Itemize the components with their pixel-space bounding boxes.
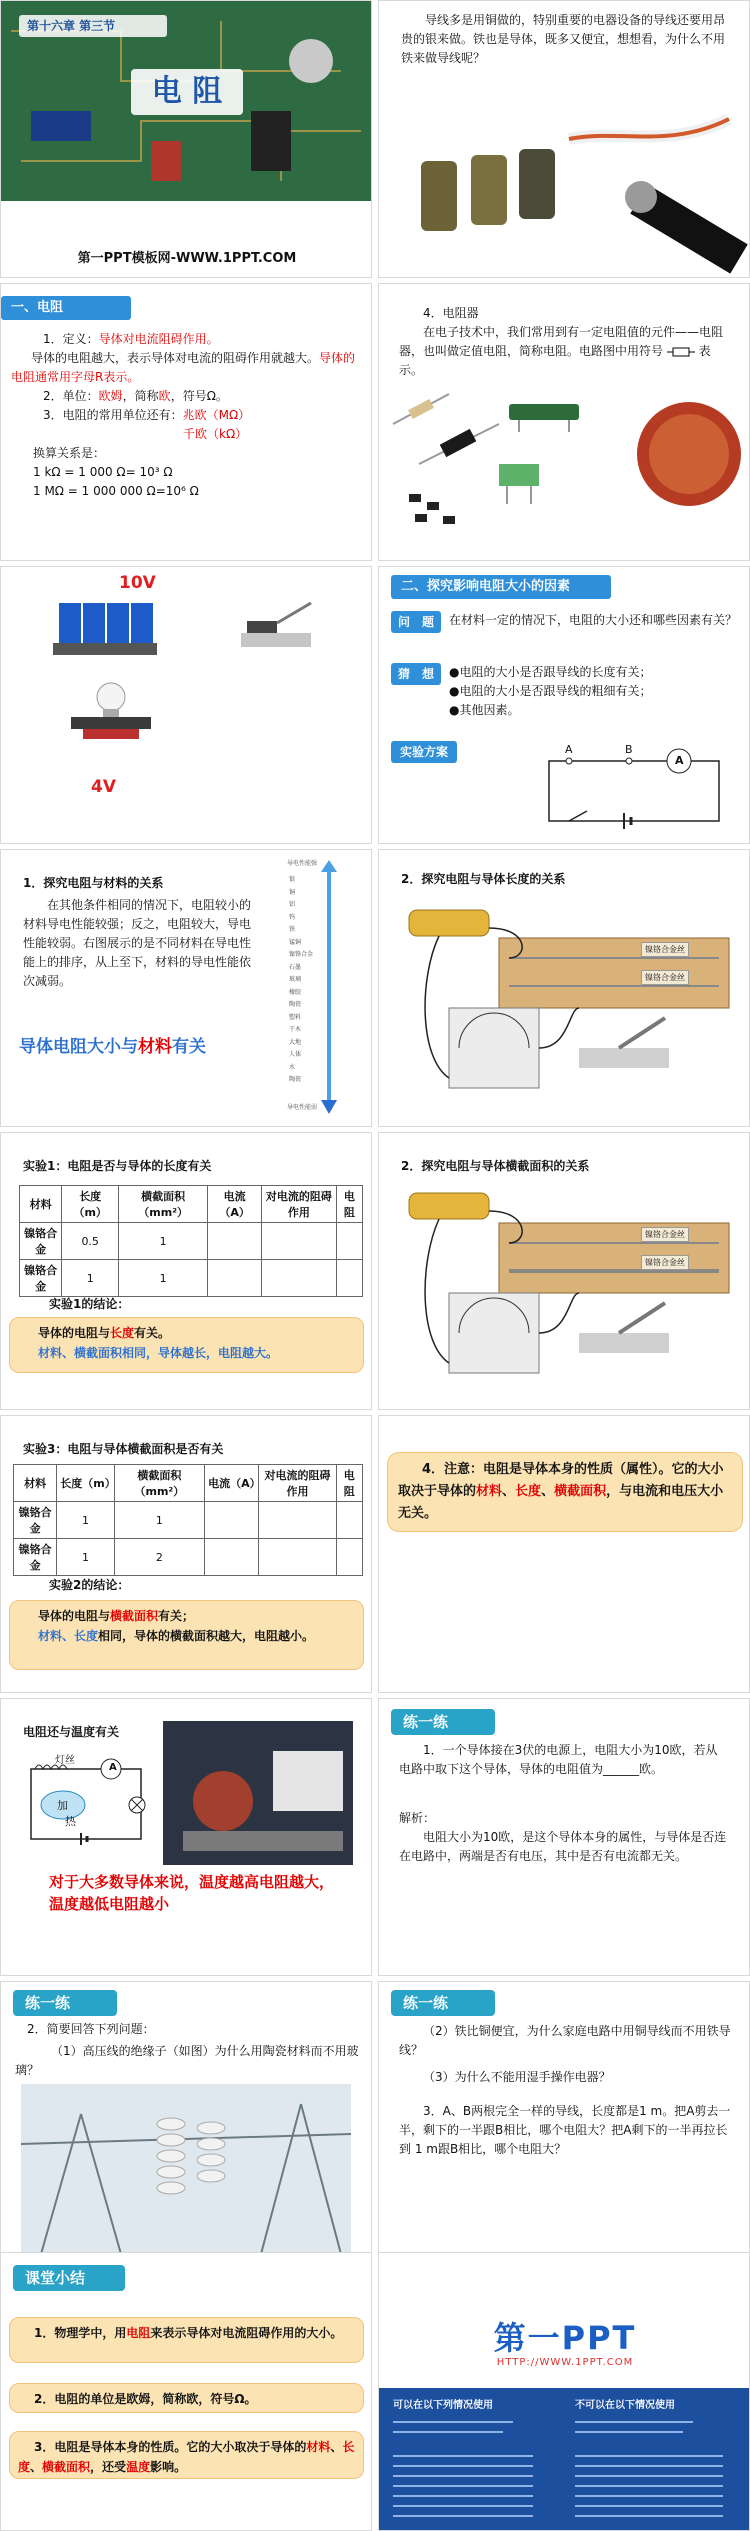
table-cell: [205, 1539, 259, 1576]
conversion-m: 1 MΩ = 1 000 000 Ω=10⁶ Ω: [33, 484, 199, 498]
slide-voltage-compare: [0, 566, 372, 844]
conductivity-arrow-icon: [319, 860, 339, 1120]
temp-conclusion: 对于大多数导体来说，温度越高电阻越大，温度越低电阻越小: [49, 1873, 335, 1913]
summary3-g: ，还受: [90, 2460, 127, 2474]
practice3-q3: 3．A、B两根完全一样的导线，长度都是1 m。把A剪去一半，剩下的一半跟B相比，哪个电阻大？把A剩下的一半再拉长到 1 m跟B相比，哪个电阻大？: [399, 2104, 731, 2156]
section-header-2: 二、探究影响电阻大小的因素: [391, 575, 611, 599]
summary3-h: 温度: [126, 2460, 151, 2474]
note-part1: 4．注意：电阻是导体本身的性质（属性）。它的大小取决于导体的: [398, 1462, 724, 1499]
area-experiment-image: [379, 1183, 750, 1410]
table-cell: 1: [57, 1539, 114, 1576]
material-item: 锰铜: [289, 938, 302, 946]
note-box: [387, 1452, 743, 1532]
resistor-body-end: 表示。: [399, 344, 711, 377]
table-row: [20, 1260, 363, 1297]
practice-badge-1: 练一练: [391, 1709, 495, 1735]
temp-circuit-diagram: [11, 1743, 161, 1853]
exp3-c1b: 横截面积: [110, 1609, 159, 1623]
summary3-i: 影响。: [150, 2460, 187, 2474]
table-cell: [336, 1539, 362, 1576]
brand-logo: 第一PPT: [493, 2319, 637, 2357]
table-cell: 1: [119, 1260, 208, 1297]
table-header-cell: 材料: [20, 1186, 62, 1223]
table-row: [14, 1502, 363, 1539]
temp-ammeter-symbol: A: [109, 1762, 117, 1773]
slide-temperature: [0, 1698, 372, 1976]
unit-name: 欧姆: [98, 389, 123, 403]
summary1-a: 1．物理学中，用: [34, 2326, 127, 2340]
material-item: 镍铬合金: [289, 951, 314, 958]
practice2-subquestion: （1）高压线的绝缘子（如图）为什么用陶瓷材料而不用玻璃？: [15, 2044, 359, 2077]
exp3-conclusion-title: 实验2的结论：: [49, 1578, 130, 1592]
exp1-c2d: 相同，导体越长，电阻越大。: [122, 1346, 279, 1360]
def-explanation: 导体的电阻越大，表示导体对电流的阻碍作用就越大。: [31, 351, 320, 365]
note-sep1: 、: [502, 1484, 516, 1499]
table-header-cell: 长度（m）: [62, 1186, 119, 1223]
heating-photo: [163, 1721, 353, 1865]
table-cell: [259, 1539, 336, 1576]
exp3-c2b: 、: [62, 1629, 75, 1643]
footer-text: 第一PPT模板网-WWW.1PPT.COM: [77, 251, 297, 266]
area-title: 2．探究电阻与导体横截面积的关系: [401, 1159, 590, 1173]
note-sep2: 、: [541, 1484, 555, 1499]
table-header-cell: 横截面积（mm²）: [119, 1186, 208, 1223]
practice1-answer-label: 解析：: [399, 1811, 436, 1825]
exp1-c1b: 长度: [110, 1326, 135, 1340]
material-body: 在其他条件相同的情况下，电阻较小的材料导电性能较强；反之，电阻较大，导电性能较弱。右图展示的是不同材料在导电性能上的排序，从上至下，材料的导电性能依次减弱。: [23, 898, 252, 988]
table-header-row: [14, 1465, 363, 1502]
practice2-question: 2．简要回答下列问题：: [27, 2022, 155, 2036]
material-item: 铜: [289, 888, 296, 896]
resistor-heading: 4．电阻器: [423, 306, 479, 320]
practice3-q1: （2）铁比铜便宜，为什么家庭电路中用铜导线而不用铁导线？: [399, 2024, 731, 2057]
wire-cable-image: [379, 79, 750, 278]
resistor-body: 在电子技术中，我们常用到有一定电阻值的元件——电阻器，也叫做定值电阻，简称电阻。电路图中用符号: [399, 325, 724, 358]
exp1-c2a: 材料: [38, 1346, 63, 1360]
table-cell: 镍铬合金: [14, 1502, 57, 1539]
slide-summary: [0, 2252, 372, 2531]
table-cell: [262, 1260, 337, 1297]
unit-label: 2．单位：: [43, 389, 99, 403]
material-item: 塑料: [289, 1013, 302, 1021]
material-item: 玻璃: [289, 976, 302, 983]
definition-text: [11, 330, 361, 501]
exp1-table: [19, 1185, 363, 1297]
slide-title-text: 电 阻: [131, 69, 243, 115]
heat-label-1: 加: [57, 1799, 68, 1812]
guess-label: 猜 想: [391, 663, 441, 685]
circuit-diagram: [529, 743, 739, 833]
lamp-label: 灯丝: [55, 1755, 75, 1766]
exp3-conclusion-box: [9, 1600, 364, 1670]
slide-material: [0, 849, 372, 1127]
material-item: 大地: [289, 1038, 302, 1046]
def-value: 导体对电流阻碍作用。: [98, 332, 219, 346]
material-item: 银: [289, 876, 296, 883]
material-item: 钨: [289, 913, 296, 921]
exp1-c1c: 有关。: [134, 1326, 171, 1340]
exp3-table: [13, 1464, 363, 1576]
table-cell: [336, 1502, 362, 1539]
exp3-c2d: 相同，导体的横截面积越大，电阻越小。: [98, 1629, 315, 1643]
material-title: 1．探究电阻与材料的关系: [23, 876, 164, 890]
slide-experiment1: [0, 1132, 372, 1410]
table-cell: 2: [114, 1539, 204, 1576]
summary-badge: 课堂小结: [13, 2265, 125, 2291]
exp1-title: 实验1：电阻是否与导体的长度有关: [23, 1159, 212, 1173]
brand-url: HTTP://WWW.1PPT.COM: [496, 2357, 634, 2368]
summary3-a: 3．电阻是导体本身的性质。它的大小取决于导体的: [34, 2440, 307, 2454]
arrow-top-label: 导电性能强: [287, 860, 318, 867]
conclusion-material: 材料: [138, 1037, 172, 1057]
slide-experiment3: [0, 1415, 372, 1693]
slide-resistor: [378, 283, 750, 561]
point-b: B: [625, 743, 633, 756]
exp1-conclusion-box: [9, 1317, 364, 1373]
summary3-e: 、: [30, 2460, 43, 2474]
note-material: 材料: [476, 1484, 503, 1499]
note-length: 长度: [515, 1484, 542, 1499]
guess-list: [449, 663, 747, 720]
footer-link-lines: [393, 2416, 743, 2526]
def-label: 1．定义：: [43, 332, 99, 346]
resistor-components-image: [379, 384, 750, 561]
table-cell: [336, 1223, 362, 1260]
table-header-cell: 对电流的阻碍作用: [259, 1465, 336, 1502]
practice3-q2: （3）为什么不能用湿手操作电器？: [423, 2070, 611, 2084]
material-item: 陶瓷: [289, 1001, 302, 1008]
exp3-c1c: 有关；: [158, 1609, 195, 1623]
summary1-c: 来表示导体对电流阻碍作用的大小。: [150, 2326, 343, 2340]
table-cell: [208, 1260, 262, 1297]
resistor-text: [399, 304, 734, 380]
def-symbol: 导体的电阻通常用字母R表示。: [11, 351, 356, 384]
arrow-bottom-label: 导电性能弱: [287, 1104, 318, 1111]
usage-forbidden-title: 不可以在以下情况使用: [575, 2400, 675, 2411]
section-header: 一、电阻: [1, 296, 131, 320]
table-cell: 1: [62, 1260, 119, 1297]
slide-length: [378, 849, 750, 1127]
summary1-b: 电阻: [126, 2326, 151, 2340]
table-header-cell: 电流（A）: [208, 1186, 262, 1223]
exp1-c2b: 、: [62, 1346, 75, 1360]
practice-badge-3: 练一练: [391, 1990, 495, 2016]
table-cell: [262, 1223, 337, 1260]
unit-mid: ，简称: [122, 389, 159, 403]
conversion-label: 换算关系是：: [33, 446, 106, 460]
table-cell: 1: [57, 1502, 114, 1539]
table-cell: 镍铬合金: [20, 1260, 62, 1297]
length-experiment-image: [379, 898, 750, 1127]
conversion-k: 1 kΩ = 1 000 Ω= 10³ Ω: [33, 465, 173, 479]
material-item: 橡胶: [289, 988, 302, 996]
kilo-ohm: 千欧（kΩ）: [183, 427, 248, 441]
table-row: [14, 1539, 363, 1576]
common-units-label: 3．电阻的常用单位还有：: [43, 408, 183, 422]
slide-title: [0, 0, 372, 278]
voltage-high-label: 10V: [119, 573, 156, 593]
table-cell: [259, 1502, 336, 1539]
question-text: 在材料一定的情况下，电阻的大小还和哪些因素有关？: [449, 613, 738, 627]
material-conclusion: [19, 1032, 206, 1057]
exp3-title: 实验3：电阻与导体横截面积是否有关: [23, 1442, 224, 1456]
note-area: 横截面积: [554, 1484, 607, 1499]
material-item: 干木: [289, 1026, 302, 1033]
summary-box-2: [9, 2383, 364, 2413]
voltage-low-label: 4V: [91, 777, 116, 797]
table-cell: 1: [114, 1502, 204, 1539]
slide-practice1: [378, 1698, 750, 1976]
question-label: 问 题: [391, 611, 441, 633]
summary-box-1: [9, 2317, 364, 2363]
material-item: 水: [289, 1063, 296, 1071]
plan-label: 实验方案: [391, 741, 457, 763]
chapter-label: 第十六章 第三节: [19, 15, 167, 37]
slide-practice3: [378, 1981, 750, 2259]
wire-label-4: 镍铬合金丝: [641, 1255, 689, 1270]
summary-box-3: [9, 2431, 364, 2479]
material-item: 石墨: [289, 963, 302, 971]
insulator-image: [21, 2084, 351, 2254]
conclusion-part1: 导体电阻大小与: [19, 1037, 138, 1057]
guess-other: ●其他因素。: [449, 703, 520, 717]
material-item: 人体: [289, 1051, 302, 1058]
mega-ohm: 兆欧（MΩ）: [182, 408, 251, 422]
table-header-row: [20, 1186, 363, 1223]
wire-label-2: 镍铬合金丝: [641, 970, 689, 985]
wire-label-3: 镍铬合金丝: [641, 1227, 689, 1242]
length-title: 2．探究电阻与导体长度的关系: [401, 872, 566, 886]
slide-brand: [378, 2252, 750, 2531]
table-cell: [205, 1502, 259, 1539]
table-header-cell: 电阻: [336, 1465, 362, 1502]
slide-wire-question: [378, 0, 750, 278]
practice1-question: 1．一个导体接在3伏的电源上，电阻大小为10欧，若从电路中取下这个导体，导体的电阻值为______欧。: [399, 1743, 718, 1776]
guess-length: ●电阻的大小是否跟导线的长度有关；: [449, 665, 652, 679]
resistor-symbol-icon: [667, 347, 695, 357]
temp-title: 电阻还与温度有关: [23, 1725, 120, 1739]
table-cell: [336, 1260, 362, 1297]
table-cell: 0.5: [62, 1223, 119, 1260]
unit-short: 欧: [158, 389, 171, 403]
slide-practice2: [0, 1981, 372, 2259]
table-cell: 1: [119, 1223, 208, 1260]
material-item: 铝: [289, 901, 296, 908]
table-header-cell: 长度（m）: [57, 1465, 114, 1502]
ammeter-symbol: A: [675, 754, 684, 767]
table-header-cell: 电流（A）: [205, 1465, 259, 1502]
summary3-b: 材料: [306, 2440, 331, 2454]
slide-resistance-definition: [0, 283, 372, 561]
brand-footer-panel: [379, 2388, 750, 2531]
point-a: A: [565, 743, 573, 756]
summary2: 2．电阻的单位是欧姆，简称欧，符号Ω。: [34, 2392, 257, 2406]
exp3-c2a: 材料: [38, 1629, 63, 1643]
slide-area: [378, 1132, 750, 1410]
exp3-c1a: 导体的电阻与: [38, 1609, 111, 1623]
table-row: [20, 1223, 363, 1260]
table-header-cell: 材料: [14, 1465, 57, 1502]
conclusion-part2: 有关: [172, 1037, 206, 1057]
table-cell: [208, 1223, 262, 1260]
battery-bulb-image: [1, 597, 372, 777]
table-cell: 镍铬合金: [20, 1223, 62, 1260]
table-header-cell: 横截面积（mm²）: [114, 1465, 204, 1502]
material-item: 铁: [289, 926, 296, 933]
summary3-f: 横截面积: [42, 2460, 91, 2474]
unit-symbol: ，符号Ω。: [170, 389, 228, 403]
table-cell: 镍铬合金: [14, 1539, 57, 1576]
practice-badge-2: 练一练: [13, 1990, 117, 2016]
exp1-conclusion-title: 实验1的结论：: [49, 1297, 130, 1311]
summary3-c: 、: [330, 2440, 343, 2454]
usage-allowed-title: 可以在以下列情况使用: [393, 2400, 493, 2411]
exp3-c2c: 长度: [74, 1629, 99, 1643]
wire-question-text: 导线多是用铜做的，特别重要的电器设备的导线还要用昂贵的银来做。铁也是导体，既多又便宜，想想看，为什么不用铁来做导线呢？: [401, 13, 726, 65]
practice1-answer: 电阻大小为10欧，是这个导体本身的属性，与导体是否连在电路中，两端是否有电压，其中是否有电流都无关。: [399, 1830, 727, 1863]
heat-label-2: 热: [65, 1815, 76, 1828]
slide-note: [378, 1415, 750, 1693]
exp1-c1a: 导体的电阻与: [38, 1326, 111, 1340]
slide-explore-factors: [378, 566, 750, 844]
guess-thickness: ●电阻的大小是否跟导线的粗细有关；: [449, 684, 652, 698]
summary3-d: 长度: [18, 2440, 355, 2474]
table-header-cell: 电阻: [336, 1186, 362, 1223]
note-part2: ，与电流和电压大小无关。: [398, 1484, 724, 1521]
wire-label-1: 镍铬合金丝: [641, 942, 689, 957]
exp1-c2c: 横截面积: [74, 1346, 123, 1360]
material-item: 陶瓷: [289, 1076, 302, 1083]
table-header-cell: 对电流的阻碍作用: [262, 1186, 337, 1223]
